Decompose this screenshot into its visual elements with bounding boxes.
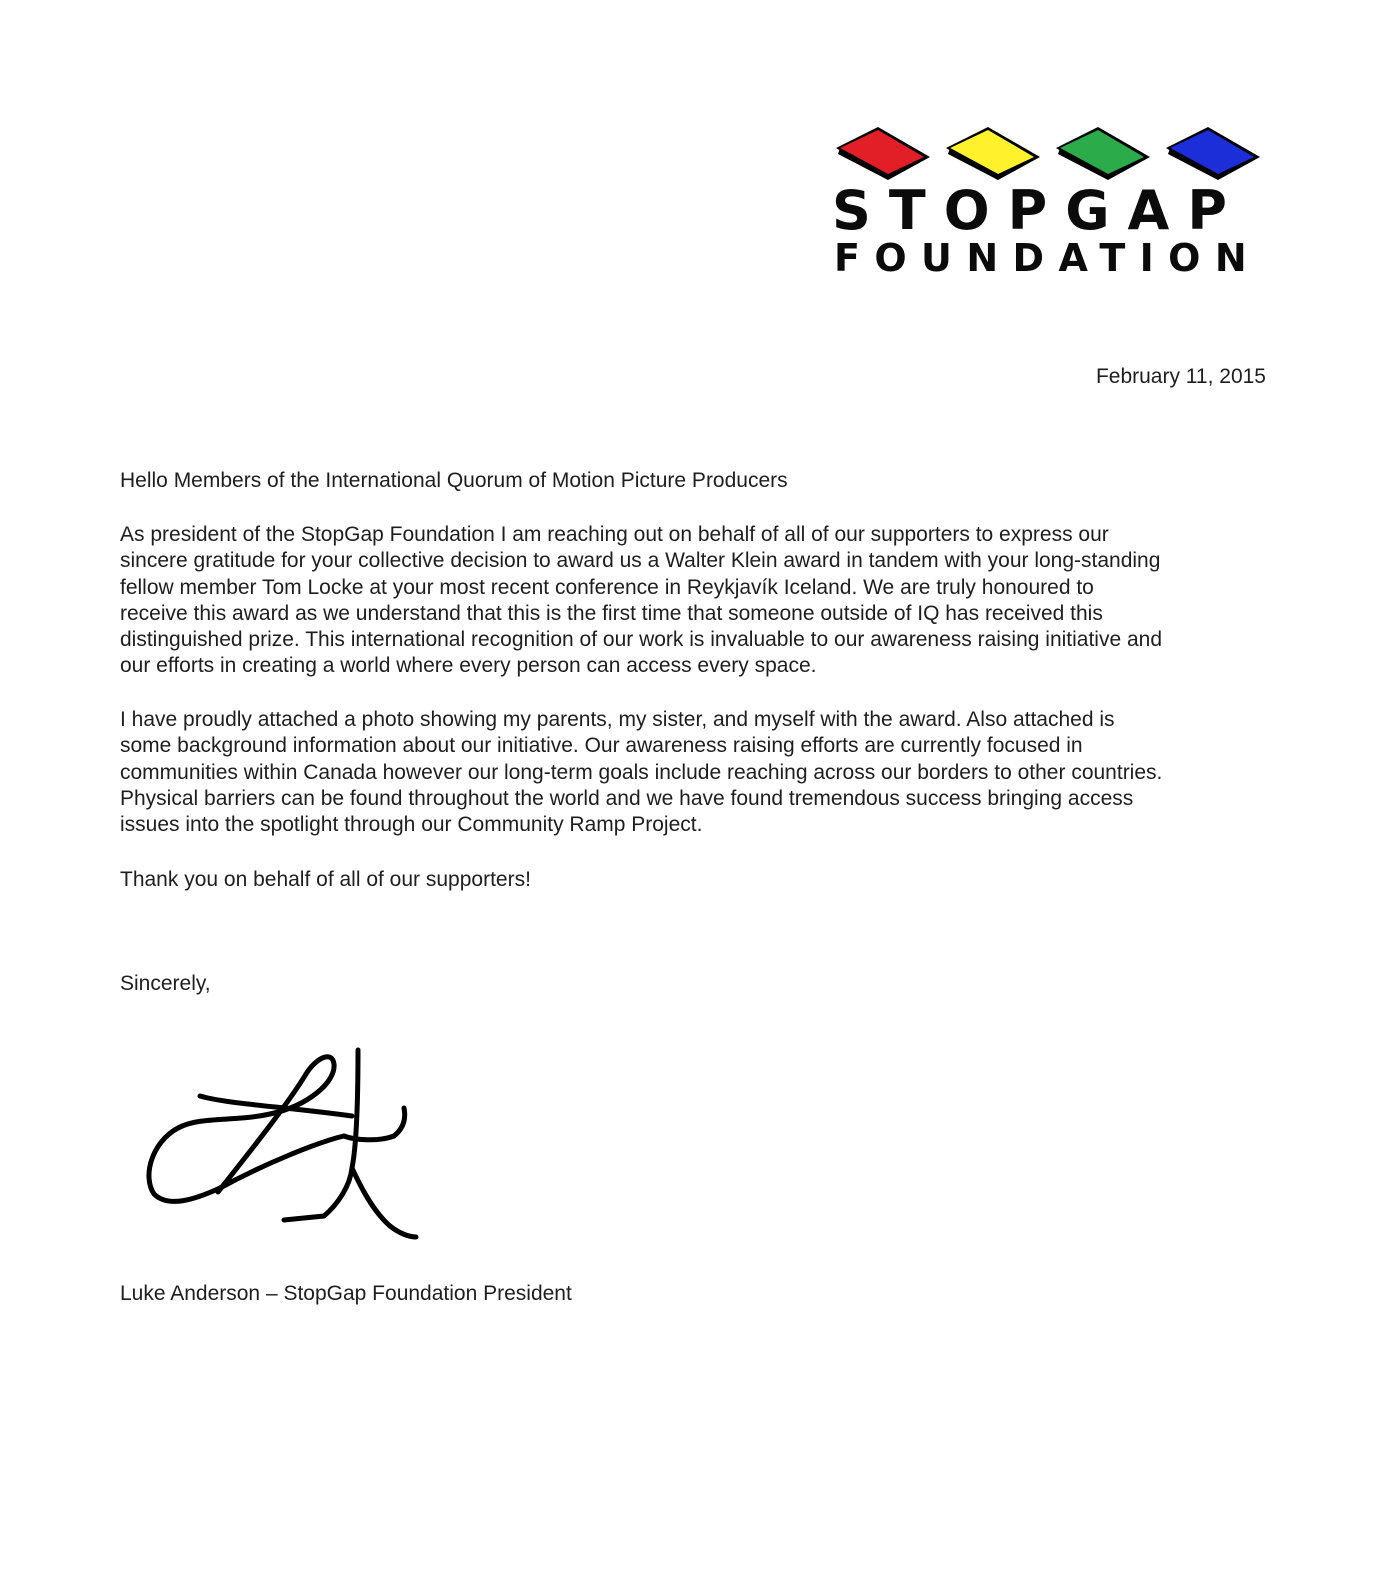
- handwritten-signature: [138, 1044, 428, 1244]
- ramp-icons: [832, 124, 1264, 184]
- paragraph-line: sincere gratitude for your collective decision to award us a Walter Klein award in tandem with your long-standing: [120, 549, 1161, 573]
- paragraph-line: communities within Canada however our long-term goals include reaching across our borders to other countries.: [120, 760, 1163, 784]
- letter-date: February 11, 2015: [1095, 365, 1266, 388]
- letter-closing: Sincerely,: [120, 972, 211, 995]
- red-ramp-icon: [836, 127, 930, 180]
- paragraph-line: some background information about our initiative. Our awareness raising efforts are currently focused in: [120, 734, 1083, 758]
- letter-signoff: Luke Anderson – StopGap Foundation President: [120, 1282, 572, 1305]
- letter-thanks: Thank you on behalf of all of our supporters!: [120, 868, 531, 891]
- paragraph-line: Physical barriers can be found throughout the world and we have found tremendous success bringing access: [120, 786, 1134, 810]
- letter-paragraph-2: [120, 707, 1280, 838]
- paragraph-line: distinguished prize. This international recognition of our work is invaluable to our awareness raising initiative and: [120, 628, 1163, 652]
- letter-paragraph-1: [120, 522, 1280, 680]
- paragraph-line: As president of the StopGap Foundation I am reaching out on behalf of all of our supporters to express our: [120, 523, 1109, 546]
- blue-ramp-icon: [1166, 127, 1260, 180]
- letter-greeting: Hello Members of the International Quorum of Motion Picture Producers: [120, 469, 788, 492]
- stopgap-foundation-logo: [832, 124, 1264, 280]
- paragraph-line: issues into the spotlight through our Community Ramp Project.: [120, 813, 703, 837]
- green-ramp-icon: [1056, 127, 1150, 180]
- logo-wordmark-stopgap: STOPGAP: [832, 179, 1245, 242]
- paragraph-line: fellow member Tom Locke at your most recent conference in Reykjavík Iceland. We are truly honoured to: [120, 575, 1094, 599]
- paragraph-line: I have proudly attached a photo showing my parents, my sister, and myself with the award. Also attached is: [120, 708, 1115, 731]
- paragraph-line: receive this award as we understand that this is the first time that someone outside of IQ has received this: [120, 601, 1103, 625]
- logo-wordmark-foundation: FOUNDATION: [834, 236, 1262, 280]
- yellow-ramp-icon: [946, 127, 1040, 180]
- paragraph-line: our efforts in creating a world where every person can access every space.: [120, 654, 817, 678]
